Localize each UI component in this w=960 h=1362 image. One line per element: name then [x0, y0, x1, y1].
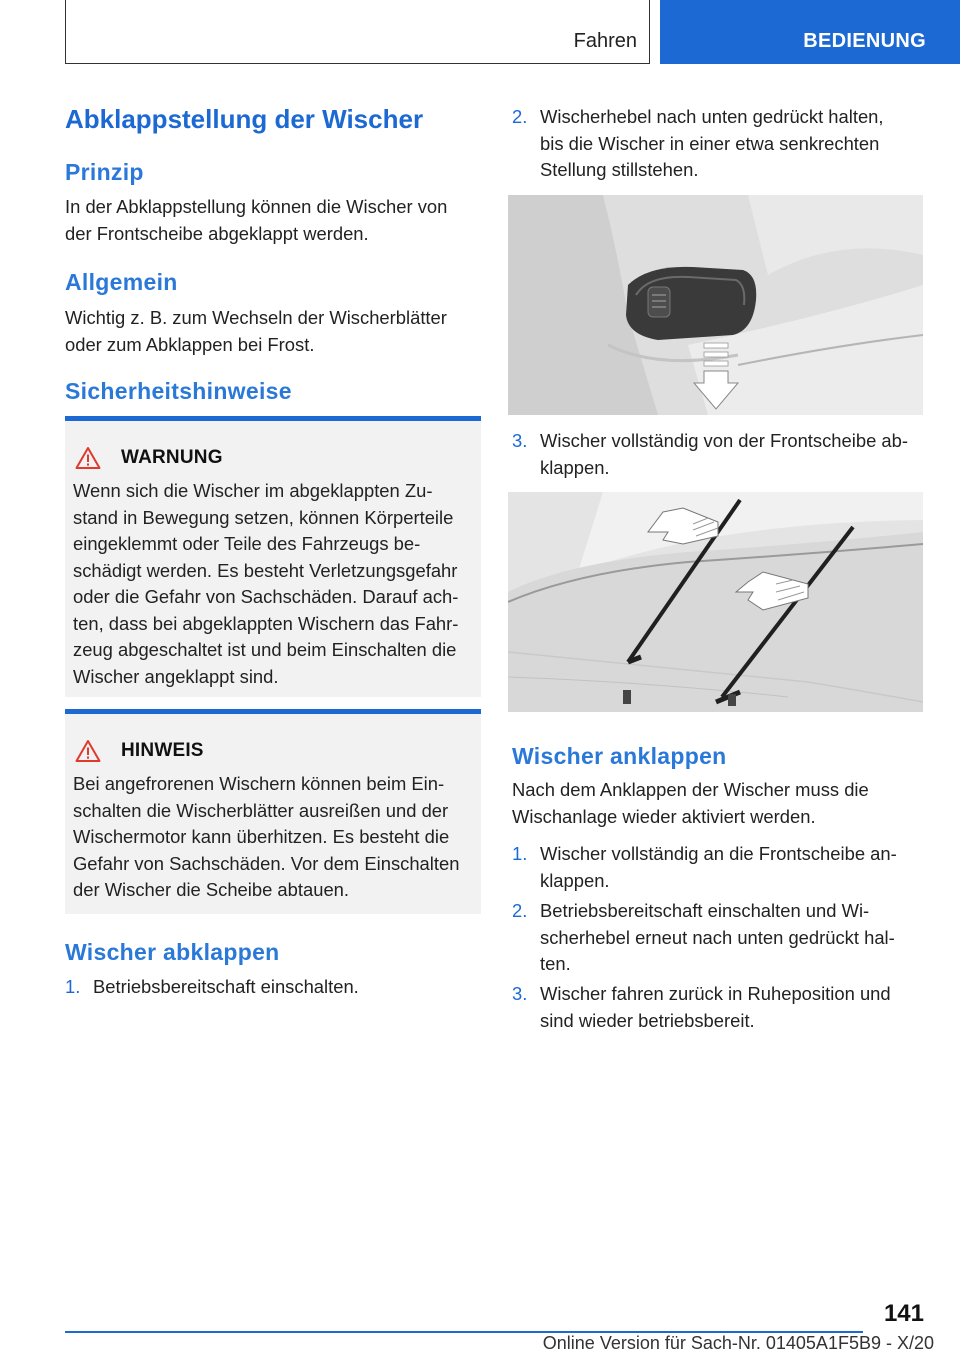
step-text — [540, 841, 925, 894]
text-line: oder zum Abklappen bei Frost. — [65, 333, 315, 355]
text-line: klappen. — [540, 869, 610, 891]
prinzip-text — [65, 194, 447, 247]
text-line: zeug abgeschaltet ist und beim Einschalten die — [73, 639, 457, 660]
text-line: Stellung stillstehen. — [540, 159, 699, 180]
step-number: 1. — [65, 976, 81, 997]
text-line: Nach dem Anklappen der Wischer muss die — [512, 779, 869, 800]
footer-version-text: Online Version für Sach-Nr. 01405A1F5B9 - X/20 — [542, 1333, 934, 1353]
prinzip-heading: Prinzip — [65, 159, 144, 185]
page-number: 141 — [883, 1300, 924, 1327]
warning-text — [73, 478, 475, 690]
fold-up-heading: Wischer anklappen — [512, 743, 727, 769]
text-line: scherhebel erneut nach unten gedrückt hal- — [540, 926, 895, 948]
header-section-label: Fahren — [573, 30, 637, 52]
page-title: Abklappstellung der Wischer — [65, 104, 424, 134]
warning-label: WARNUNG — [121, 447, 223, 468]
text-line: In der Abklappstellung können die Wischer von — [65, 196, 448, 217]
text-line: Betriebsbereitschaft einschalten und Wi- — [540, 900, 870, 921]
header-section-box — [65, 0, 650, 64]
text-line: bis die Wischer in einer etwa senkrechten — [540, 132, 880, 154]
text-line: ten. — [540, 953, 571, 974]
text-line: Wenn sich die Wischer im abgeklappten Zu- — [73, 480, 433, 501]
text-line: Wischerhebel nach unten gedrückt halten, — [540, 106, 884, 127]
text-line: schädigt werden. Es besteht Verletzungsgefahr — [73, 559, 458, 581]
text-line: oder die Gefahr von Sachschäden. Darauf ach- — [73, 586, 459, 607]
text-line: eingeklemmt oder Teile des Fahrzeugs be- — [73, 533, 421, 554]
notice-text — [73, 771, 475, 904]
notice-header — [75, 738, 204, 764]
text-line: Wischer vollständig an die Frontscheibe an- — [540, 843, 897, 864]
text-line: der Wischer die Scheibe abtauen. — [73, 879, 350, 900]
warning-triangle-icon — [75, 446, 101, 470]
text-line: Wischer vollständig von der Frontscheibe ab- — [540, 430, 908, 451]
step-text — [540, 104, 925, 184]
notice-box — [65, 709, 481, 914]
text-line: Wischermotor kann überhitzen. Es besteht die — [73, 826, 450, 847]
text-line: klappen. — [540, 456, 610, 478]
step-number: 1. — [512, 843, 528, 864]
text-line: Wichtig z. B. zum Wechseln der Wischerblätter — [65, 307, 447, 328]
allgemein-text — [65, 305, 447, 358]
fold-up-text — [512, 777, 869, 830]
allgemein-heading: Allgemein — [65, 269, 178, 295]
warning-box — [65, 416, 481, 697]
text-line: Wischer fahren zurück in Ruheposition und — [540, 983, 891, 1004]
step-text: Betriebsbereitschaft einschalten. — [93, 976, 359, 997]
step-number: 3. — [512, 430, 528, 451]
step-number: 2. — [512, 900, 528, 921]
step-text — [540, 428, 925, 481]
wiper-lever-photo — [508, 195, 923, 415]
fold-down-heading: Wischer abklappen — [65, 939, 280, 965]
step-number: 3. — [512, 983, 528, 1004]
safety-heading: Sicherheitshinweise — [65, 378, 292, 404]
step-text — [540, 981, 925, 1034]
warning-header — [75, 445, 223, 471]
notice-label: HINWEIS — [121, 740, 204, 761]
text-line: Gefahr von Sachschäden. Vor dem Einschalten — [73, 852, 460, 874]
text-line: stand in Bewegung setzen, können Körperteile — [73, 506, 454, 528]
step-text — [540, 898, 925, 978]
text-line: Wischer angeklappt sind. — [73, 665, 279, 687]
text-line: Wischanlage wieder aktiviert werden. — [512, 805, 816, 827]
header-chapter-tab[interactable] — [660, 0, 960, 64]
text-line: schalten die Wischerblätter ausreißen und der — [73, 799, 449, 821]
text-line: der Frontscheibe abgeklappt werden. — [65, 222, 369, 244]
text-line: ten, dass bei abgeklappten Wischern das Fahr- — [73, 612, 459, 634]
notice-triangle-icon — [75, 739, 101, 763]
header-chapter-label: BEDIENUNG — [803, 30, 926, 52]
text-line: Bei angefrorenen Wischern können beim Ein- — [73, 773, 445, 794]
step-number: 2. — [512, 106, 528, 127]
text-line: sind wieder betriebsbereit. — [540, 1009, 755, 1031]
wipers-raised-photo — [508, 492, 923, 712]
